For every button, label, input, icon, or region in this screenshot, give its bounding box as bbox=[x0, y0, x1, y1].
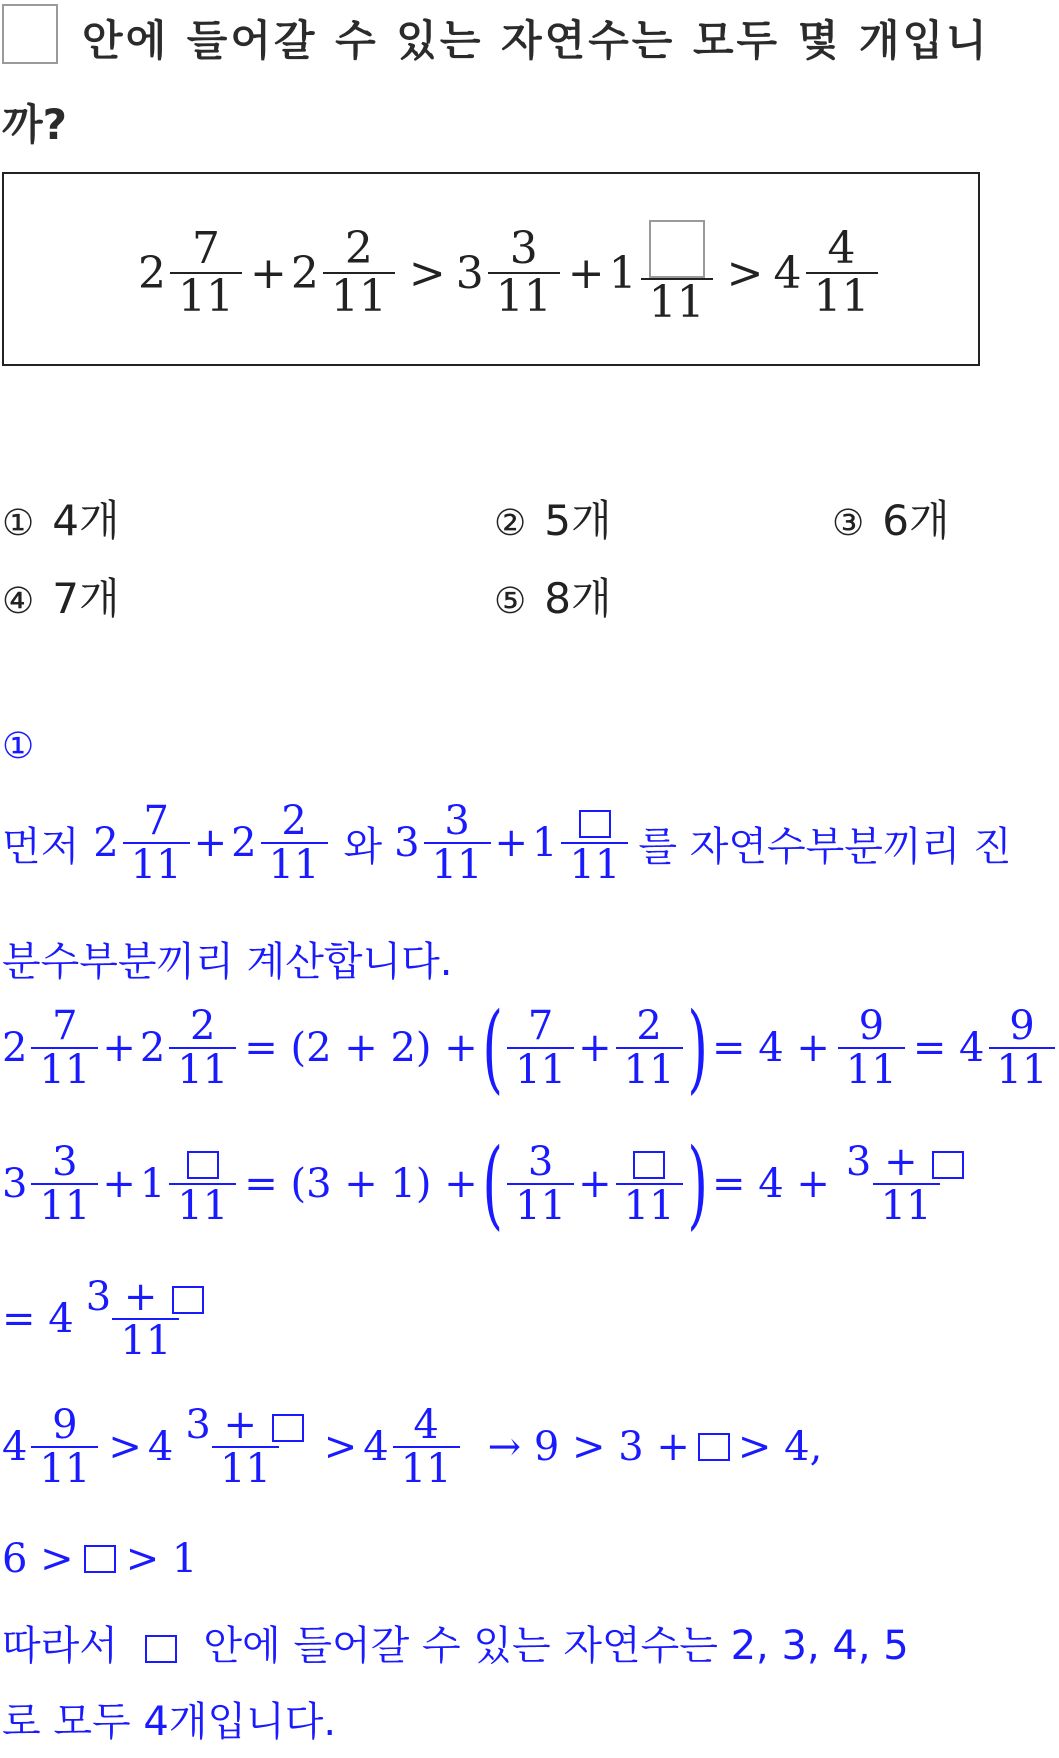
solution-eq3: = 4 $\frac{3 +}{11}$ bbox=[2, 1276, 218, 1362]
solution-conclusion-line2: 로 모두 4개입니다. bbox=[2, 1699, 337, 1745]
option-5[interactable]: ⑤ 8개 bbox=[494, 574, 612, 623]
solution-conclusion: 따라서 안에 들어갈 수 있는 자연수는 2, 3, 4, 5 bbox=[2, 1623, 909, 1669]
question-line1: 안에 들어갈 수 있는 자연수는 모두 몇 개입니 bbox=[82, 16, 990, 65]
answer-marker: ① bbox=[2, 726, 35, 767]
option-1[interactable]: ① 4개 bbox=[2, 496, 120, 545]
question-blank-box bbox=[2, 4, 58, 68]
solution-intro: 먼저 2 $\frac{7}{11}$ + 2 $\frac{2}{11}$ 와 3 $\frac{3}{11}$ + 1 11 를 자연수부분끼리 진 bbox=[2, 798, 1012, 888]
expression-box: 2 $\frac{7}{11}$ + 2 $\frac{2}{11}$ > 3 $\frac{3}{11}$ + 1 11 > 4 $\frac{4}{11}$ bbox=[2, 172, 980, 366]
option-4[interactable]: ④ 7개 bbox=[2, 574, 120, 623]
option-3[interactable]: ③ 6개 bbox=[832, 496, 950, 545]
solution-eq2: 3 $\frac{3}{11}$ + 1 11 = (3 + 1) + ( $\frac{3}{11}$ + 11 ) = 4 + $\frac{3 +}{11}$ bbox=[2, 1136, 978, 1232]
solution-inequality: 4 $\frac{9}{11}$ > 4 $\frac{3 +}{11}$ > 4 $\frac{4}{11}$ → 9 > 3 + > 4, bbox=[2, 1402, 823, 1492]
blank-fraction: 11 bbox=[641, 220, 713, 326]
solution-intro-line2: 분수부분끼리 계산합니다. bbox=[2, 939, 453, 985]
question-line2: 까? bbox=[2, 100, 67, 149]
option-2[interactable]: ② 5개 bbox=[494, 496, 612, 545]
solution-eq1: 2 $\frac{7}{11}$ + 2 $\frac{2}{11}$ = (2 + 2) + ( $\frac{7}{11}$ + $\frac{2}{11}$ ) = 4 + $\frac{9}{11}$ = 4 $\frac{9}{11}$ bbox=[2, 1000, 1059, 1096]
solution-bounds: 6 > > 1 bbox=[2, 1536, 198, 1582]
